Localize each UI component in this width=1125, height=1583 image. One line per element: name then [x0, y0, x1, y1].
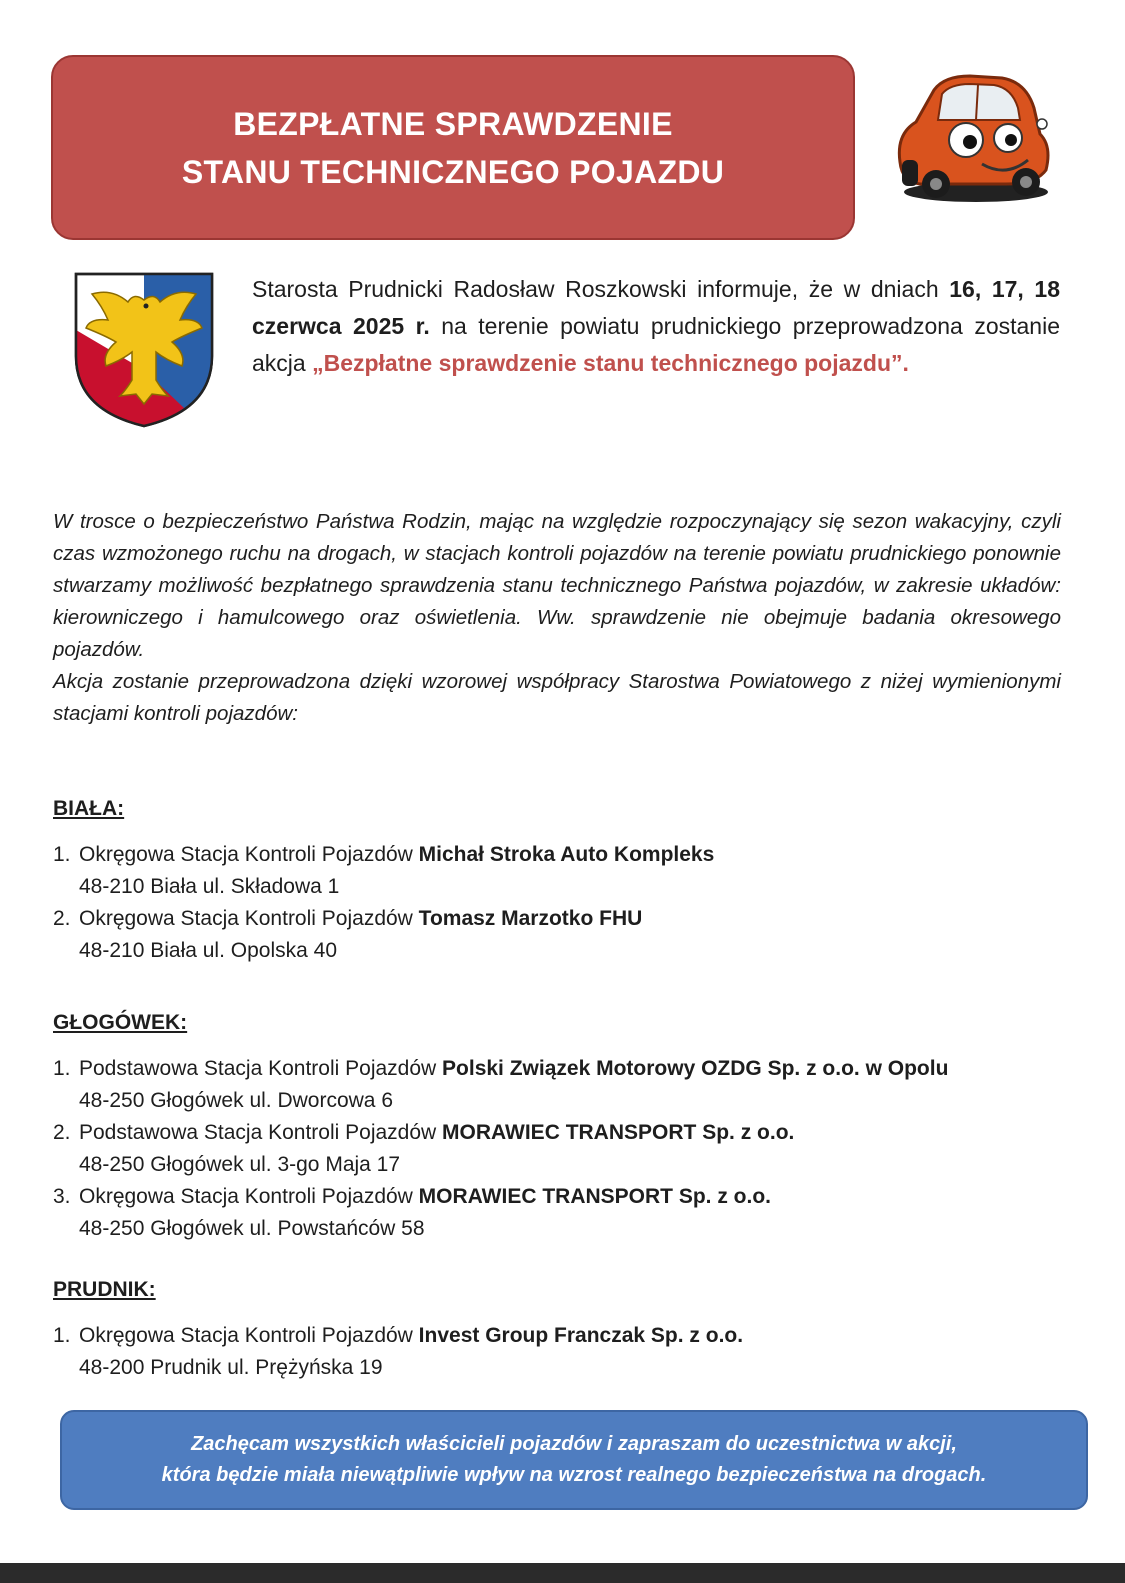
coat-of-arms-icon	[72, 270, 216, 430]
section-glogowek	[53, 1007, 1073, 1245]
station-name: MORAWIEC TRANSPORT Sp. z o.o.	[418, 1185, 771, 1208]
station-address: 48-200 Prudnik ul. Prężyńska 19	[79, 1356, 383, 1379]
list-item	[53, 1053, 1073, 1117]
item-number: 1.	[53, 843, 71, 866]
section-biala	[53, 793, 1073, 967]
intro-text-continued: na terenie powiatu prudnickiego przeprowadzona zostanie akcja	[252, 313, 1060, 376]
section-prudnik	[53, 1274, 1073, 1384]
station-name: Invest Group Franczak Sp. z o.o.	[418, 1324, 744, 1347]
title-banner	[51, 55, 855, 240]
station-name: Michał Stroka Auto Kompleks	[418, 843, 715, 866]
station-type: Podstawowa Stacja Kontroli Pojazdów	[79, 1121, 443, 1144]
appeal-line-1: Zachęcam wszystkich właścicieli pojazdów i zapraszam do uczestnictwa w akcji,	[191, 1433, 957, 1455]
station-name: Tomasz Marzotko FHU	[418, 907, 643, 930]
event-dates: 16, 17, 18 czerwca 2025 r.	[252, 276, 1060, 339]
bottom-bar	[0, 1563, 1125, 1583]
item-number: 1.	[53, 1057, 71, 1080]
section-heading: PRUDNIK:	[53, 1278, 156, 1301]
station-type: Okręgowa Stacja Kontroli Pojazdów	[79, 907, 419, 930]
list-item	[53, 839, 1073, 903]
section-heading: BIAŁA:	[53, 797, 125, 820]
station-type: Podstawowa Stacja Kontroli Pojazdów	[79, 1057, 443, 1080]
title-line-2: STANU TECHNICZNEGO POJAZDU	[181, 153, 725, 190]
list-item	[53, 1181, 1073, 1245]
station-name: MORAWIEC TRANSPORT Sp. z o.o.	[442, 1121, 795, 1144]
station-address: 48-210 Biała ul. Składowa 1	[79, 875, 340, 898]
station-type: Okręgowa Stacja Kontroli Pojazdów	[79, 1324, 419, 1347]
intro-paragraph	[252, 271, 1060, 382]
list-item	[53, 1117, 1073, 1181]
cartoon-car-icon	[886, 64, 1056, 206]
body-paragraph-2: Akcja zostanie przeprowadzona dzięki wzorowej współpracy Starostwa Powiatowego z niżej wymienionymi stacjami kontroli pojazdów:	[53, 670, 1061, 725]
station-address: 48-250 Głogówek ul. 3-go Maja 17	[79, 1153, 401, 1176]
item-number: 2.	[53, 1121, 71, 1144]
item-number: 3.	[53, 1185, 71, 1208]
station-address: 48-210 Biała ul. Opolska 40	[79, 939, 337, 962]
station-type: Okręgowa Stacja Kontroli Pojazdów	[79, 843, 419, 866]
list-item	[53, 1320, 1073, 1384]
appeal-banner	[60, 1410, 1088, 1510]
item-number: 2.	[53, 907, 71, 930]
station-name: Polski Związek Motorowy OZDG Sp. z o.o. w Opolu	[442, 1057, 949, 1080]
station-address: 48-250 Głogówek ul. Powstańców 58	[79, 1217, 425, 1240]
appeal-line-2: która będzie miała niewątpliwie wpływ na wzrost realnego bezpieczeństwa na drogach.	[161, 1464, 987, 1486]
intro-text: Starosta Prudnicki Radosław Roszkowski informuje, że w dniach	[252, 276, 950, 302]
body-text	[53, 506, 1061, 730]
list-item	[53, 903, 1073, 967]
station-type: Okręgowa Stacja Kontroli Pojazdów	[79, 1185, 419, 1208]
title-line-1: BEZPŁATNE SPRAWDZENIE	[233, 105, 673, 142]
body-paragraph-1: W trosce o bezpieczeństwo Państwa Rodzin, mając na względzie rozpoczynający się sezon wakacyjny, czyli czas wzmożonego ruchu na drogach, w stacjach kontroli pojazdów na terenie powiatu prudnickiego ponownie stwarzamy możliwość bezpłatnego sprawdzenia stanu technicznego Państwa pojazdów, w zakresie układów: kierowniczego i hamulcowego oraz oświetlenia. Ww. sprawdzenie nie obejmuje badania okresowego pojazdów.	[53, 510, 1061, 661]
item-number: 1.	[53, 1324, 71, 1347]
station-address: 48-250 Głogówek ul. Dworcowa 6	[79, 1089, 393, 1112]
action-name: „Bezpłatne sprawdzenie stanu technicznego pojazdu”.	[312, 350, 909, 376]
section-heading: GŁOGÓWEK:	[53, 1011, 188, 1034]
